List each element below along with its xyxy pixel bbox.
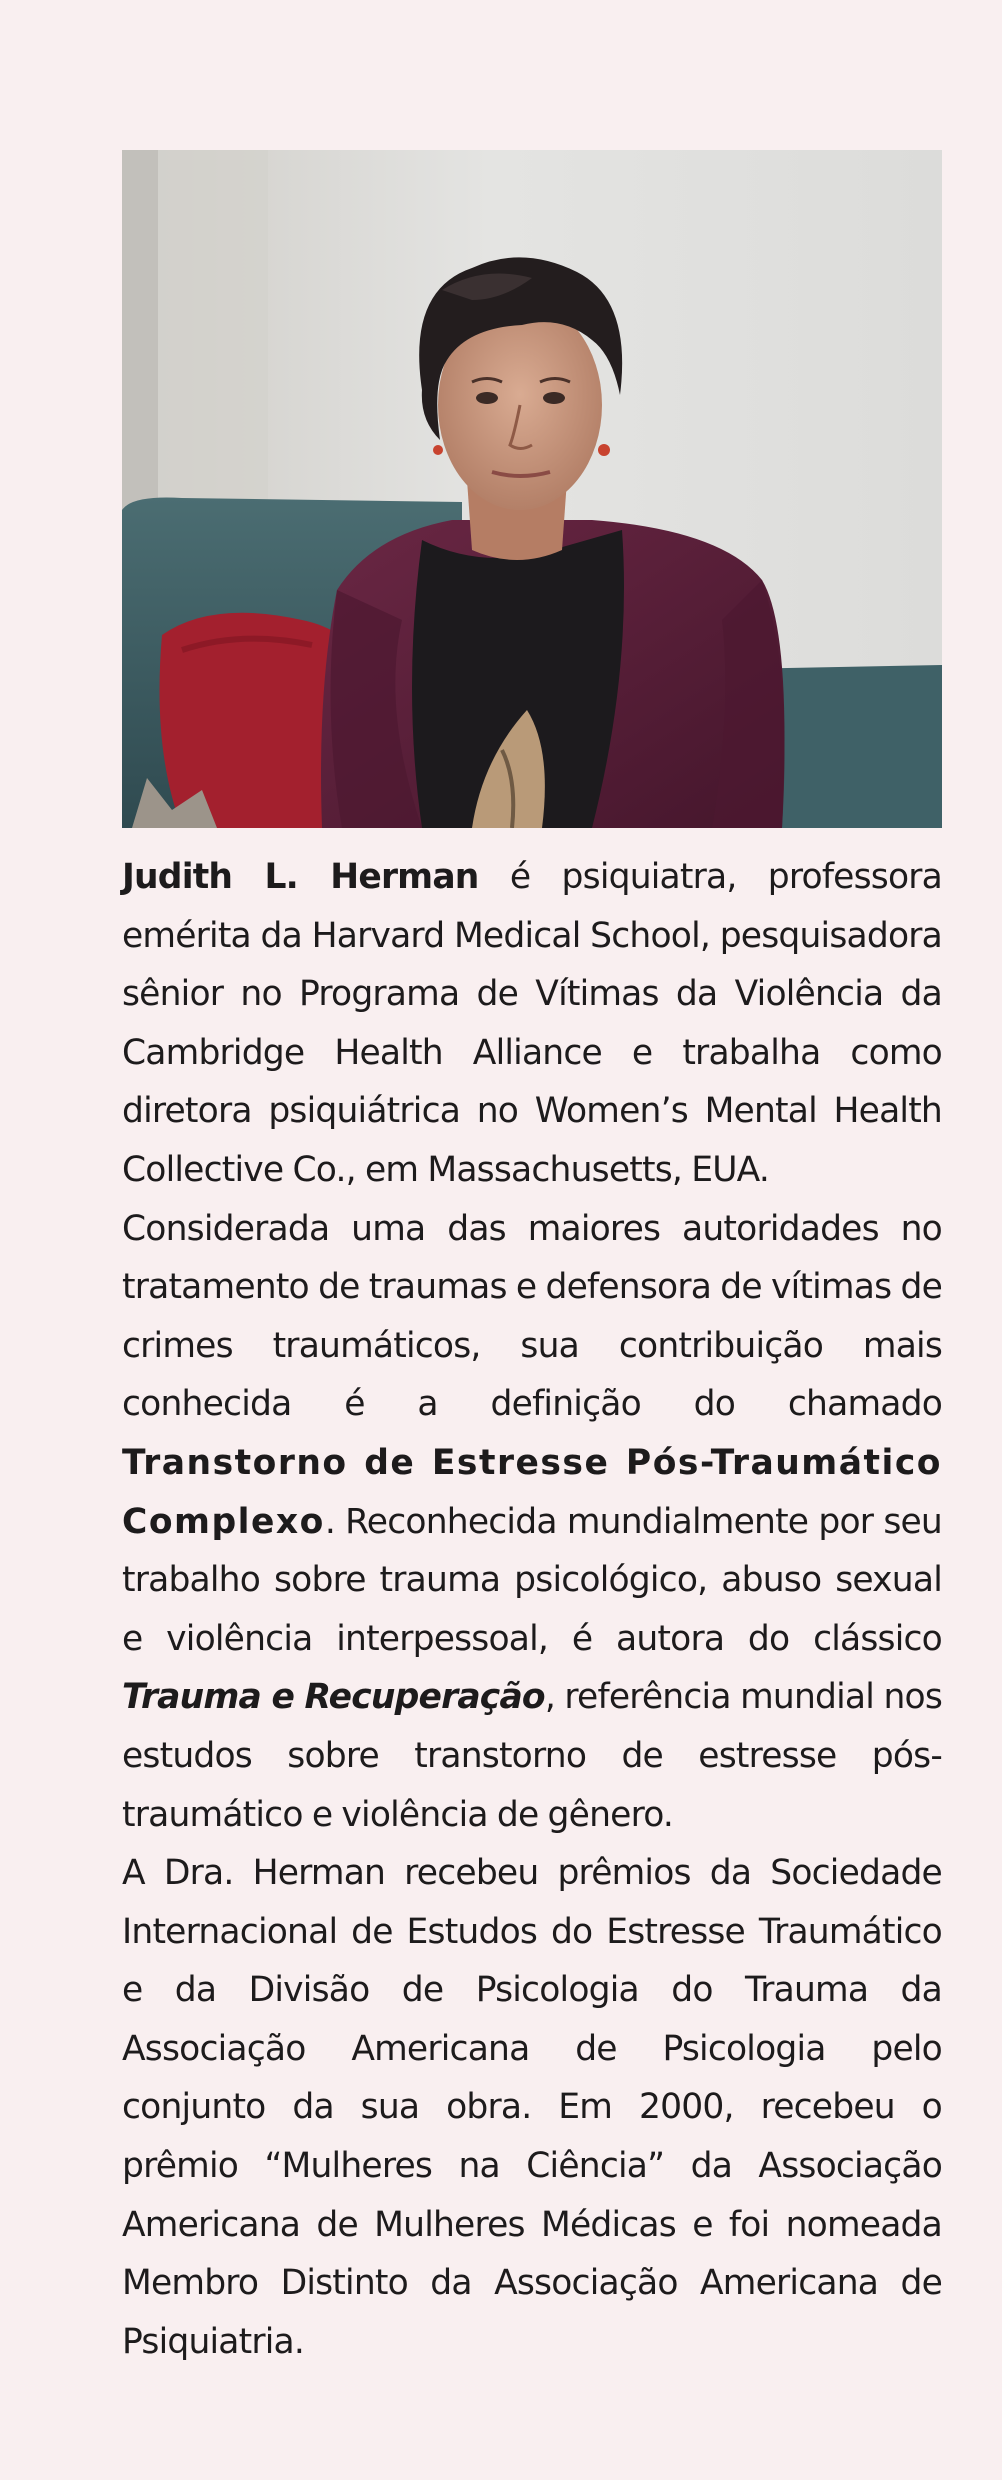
bio-paragraph-2-text-a: Considerada uma das maiores autoridades no tratamento de traumas e defensora de vítimas de crimes traumáticos, sua contribuição mais conhecida é a definição do chamado — [122, 1208, 942, 1425]
book-title: Trauma e Recuperação — [122, 1677, 545, 1718]
bio-paragraph-1 — [122, 848, 942, 1200]
author-portrait-image — [122, 150, 942, 828]
author-photo — [122, 150, 942, 828]
bio-paragraph-1-text: é psiquiatra, professora emérita da Harvard Medical School, pesquisadora sênior no Programa de Vítimas da Violência da Cambridge Health Alliance e trabalha como diretora psiquiátrica no Women’s Mental Health Collective Co., em Massachusetts, EUA. — [122, 857, 942, 1190]
bio-paragraph-2 — [122, 1200, 942, 1845]
bio-paragraph-3 — [122, 1844, 942, 2371]
bio-paragraph-3-text: A Dra. Herman recebeu prêmios da Sociedade Internacional de Estudos do Estresse Traumático e da Divisão de Psicologia do Trauma da Associação Americana de Psicologia pelo conjunto da sua obra. Em 2000, recebeu o prêmio “Mulheres na Ciência” da Associação Americana de Mulheres Médicas e foi nomeada Membro Distinto da Associação Americana de Psiquiatria. — [122, 1853, 942, 2362]
bio-paragraph-2-text-b: . Reconhecida mundialmente por seu trabalho sobre trauma psicológico, abuso sexual e violência interpessoal, é autora do clássico — [122, 1501, 942, 1659]
bio-paragraph-2-text-c: , referência mundial nos estudos sobre transtorno de estresse pós-traumático e violência de gênero. — [122, 1677, 942, 1835]
author-name: Judith L. Herman — [122, 857, 479, 897]
author-biography — [122, 848, 942, 2371]
complex-ptsd-term: Transtorno de Estresse Pós-Traumático Complexo — [122, 1442, 942, 1542]
